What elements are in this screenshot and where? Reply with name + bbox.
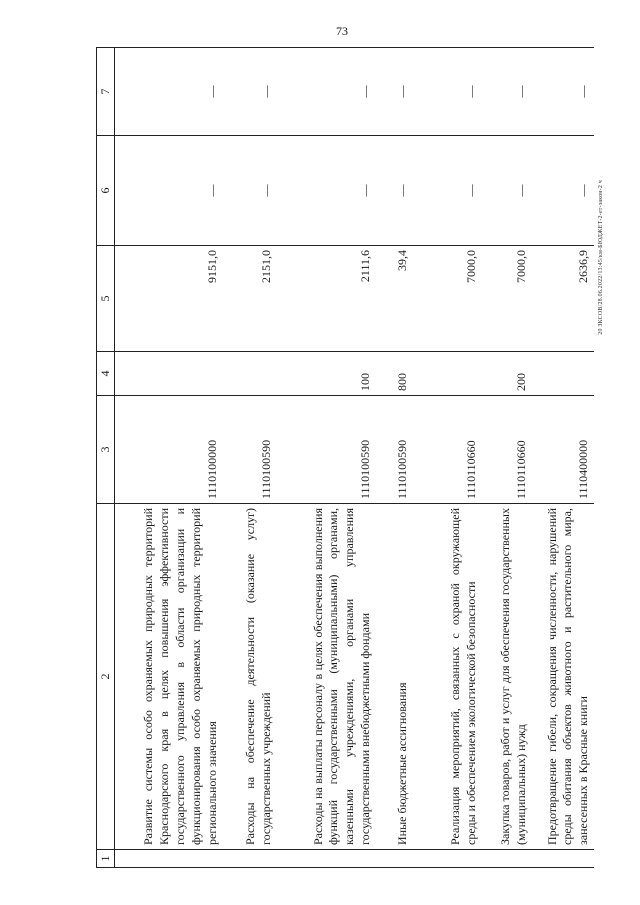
row-amount: 2636,9 (531, 246, 594, 352)
row-name: Предотвращение гибели, сокращения численности, нарушений среды обитания объектов животного и растительного мира, занесенных в Красные книги (531, 504, 594, 850)
row-col7: — (482, 48, 532, 136)
row-col7: — (223, 48, 277, 136)
column-header: 3 (97, 396, 115, 504)
column-header: 6 (97, 136, 115, 246)
row-code: 1110100590 (376, 396, 413, 504)
row-expense-type: 200 (482, 352, 532, 396)
row-col7: — (531, 48, 594, 136)
row-code: 1110110660 (413, 396, 482, 504)
row-col7: — (115, 48, 223, 136)
row-col6: — (277, 136, 376, 246)
row-expense-type: 100 (277, 352, 376, 396)
row-expense-type (413, 352, 482, 396)
table-row (413, 48, 482, 868)
row-col7: — (376, 48, 413, 136)
row-col6: — (531, 136, 594, 246)
row-expense-type (531, 352, 594, 396)
row-amount: 7000,0 (482, 246, 532, 352)
table-row (115, 48, 223, 868)
row-col6: — (115, 136, 223, 246)
row-name: Закупка товаров, работ и услуг для обеспечения государственных (муниципальных) нужд (482, 504, 532, 850)
row-code: 1110100590 (277, 396, 376, 504)
row-col7: — (413, 48, 482, 136)
row-amount: 9151,0 (115, 246, 223, 352)
row-col6: — (413, 136, 482, 246)
page-number: 73 (336, 24, 348, 38)
table-row (223, 48, 277, 868)
table-row (376, 48, 413, 868)
table-row (482, 48, 532, 868)
row-amount: 7000,0 (413, 246, 482, 352)
row-name: Расходы на обеспечение деятельности (оказание услуг) государственных учреждений (223, 504, 277, 850)
row-code: 1110400000 (531, 396, 594, 504)
row-expense-type: 800 (376, 352, 413, 396)
rotated-page-content (96, 48, 594, 868)
row-code: 1110110660 (482, 396, 532, 504)
column-header: 1 (97, 850, 115, 868)
document-footer-code: 20 ЗКСОВ/28.06.2022/13:45/км-БЮДЖЕТ-2-ет-закон-2 ч (598, 180, 604, 335)
column-header: 5 (97, 246, 115, 352)
row-amount: 2111,6 (277, 246, 376, 352)
row-name: Расходы на выплаты персоналу в целях обеспечения выполнения функций государственными (муниципальными) органами, казенными учреждениями, органами управления государственными внебюджетными фондами (277, 504, 376, 850)
row-expense-type (223, 352, 277, 396)
table-row (277, 48, 376, 868)
row-name: Иные бюджетные ассигнования (376, 504, 413, 850)
budget-table (96, 47, 594, 868)
column-header: 7 (97, 48, 115, 136)
row-name: Реализация мероприятий, связанных с охраной окружающей среды и обеспечением экологической безопасности (413, 504, 482, 850)
row-col6: — (223, 136, 277, 246)
column-header: 4 (97, 352, 115, 396)
column-header: 2 (97, 504, 115, 850)
row-expense-type (115, 352, 223, 396)
table-row (531, 48, 594, 868)
row-col6: — (376, 136, 413, 246)
row-col6: — (482, 136, 532, 246)
row-col7: — (277, 48, 376, 136)
row-code: 1110100000 (115, 396, 223, 504)
row-amount: 2151,0 (223, 246, 277, 352)
row-name: Развитие системы особо охраняемых природных территорий Краснодарского края в целях повышения эффективности государственного управления в области организации и функционирования особо охраняемых природных территорий регионального значения (115, 504, 223, 850)
row-amount: 39,4 (376, 246, 413, 352)
table-header-row (97, 48, 115, 868)
row-code: 1110100590 (223, 396, 277, 504)
